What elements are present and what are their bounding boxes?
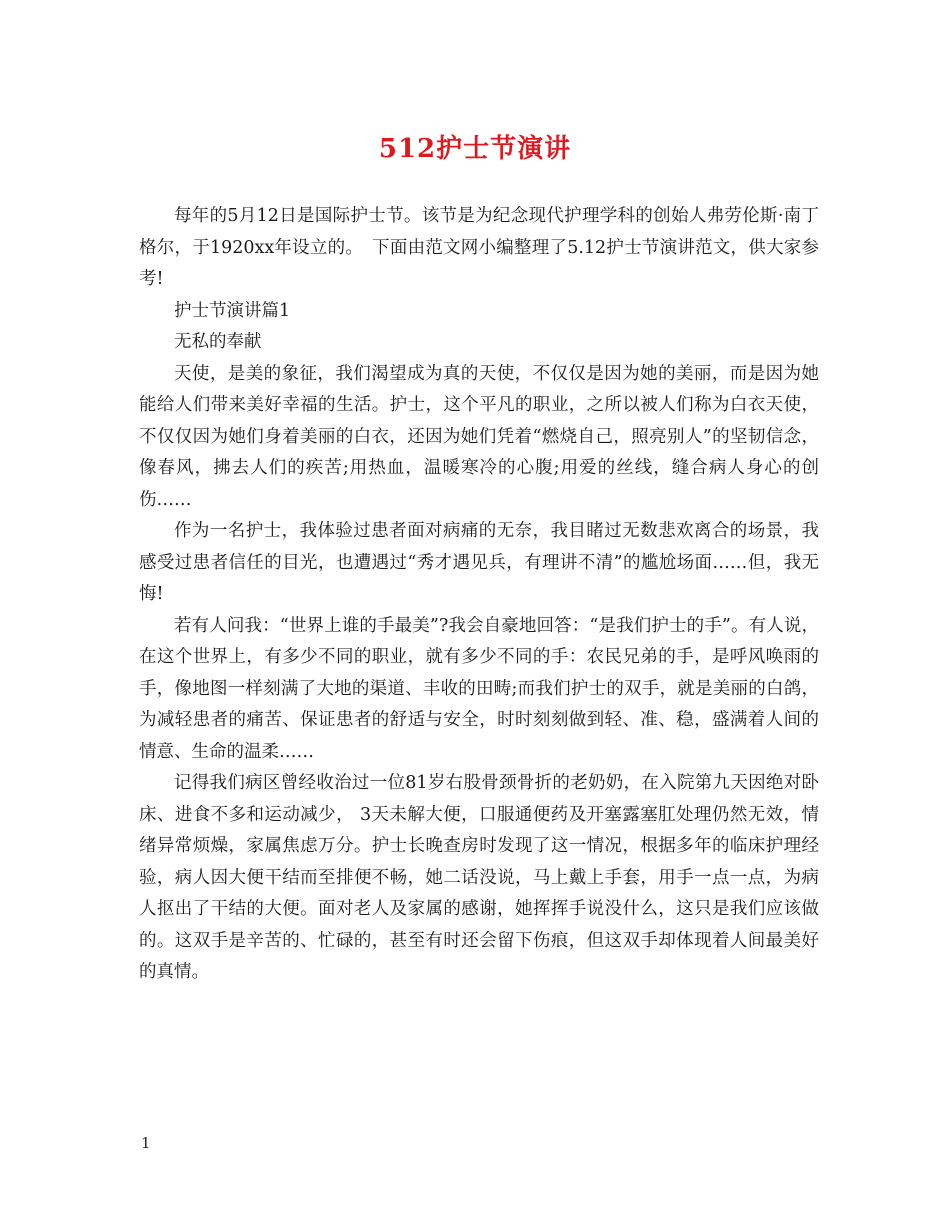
paragraph-intro: 每年的5月12日是国际护士节。该节是为纪念现代护理学科的创始人弗劳伦斯·南丁格尔，于1920xx年设立的。 下面由范文网小编整理了5.12护士节演讲范文，供大家参考! xyxy=(139,206,819,289)
paragraph-angel: 天使，是美的象征，我们渴望成为真的天使，不仅仅是因为她的美丽，而是因为她能给人们带来美好幸福的生活。护士，这个平凡的职业，之所以被人们称为白衣天使，不仅仅因为她们身着美丽的白衣，还因为她们凭着“燃烧自己，照亮别人”的坚韧信念，像春风，拂去人们的疾苦;用热血，温暖寒冷的心腹;用爱的丝线，缝合病人身心的创伤…… xyxy=(139,363,819,510)
section-heading: 护士节演讲篇1 xyxy=(174,300,291,321)
paragraph-experience: 作为一名护士，我体验过患者面对病痛的无奈，我目睹过无数悲欢离合的场景，我感受过患者信任的目光，也遭遇过“秀才遇见兵，有理讲不清”的尴尬场面……但，我无悔! xyxy=(139,521,819,604)
paragraph-story: 记得我们病区曾经收治过一位81岁右股骨颈骨折的老奶奶，在入院第九天因绝对卧床、进食不多和运动减少， 3天未解大便，口服通便药及开塞露塞肛处理仍然无效，情绪异常烦燥，家属焦虑万分。护士长晚查房时发现了这一情况，根据多年的临床护理经验，病人因大便干结而至排便不畅，她二话没说，马上戴上手套，用手一点一点，为病人抠出了干结的大便。面对老人及家属的感谢，她挥挥手说没什么，这只是我们应该做的。这双手是辛苦的、忙碌的，甚至有时还会留下伤痕，但这双手却体现着人间最美好的真情。 xyxy=(139,773,819,982)
speech-subtitle: 无私的奉献 xyxy=(174,332,262,352)
document-body xyxy=(139,201,819,989)
page-number: 1 xyxy=(141,1134,151,1152)
document-title: 512护士节演讲 xyxy=(378,134,572,164)
paragraph-hands: 若有人问我：“世界上谁的手最美”?我会自豪地回答：“是我们护士的手”。有人说，在这个世界上，有多少不同的职业，就有多少不同的手：农民兄弟的手，是呼风唤雨的手，像地图一样刻满了大地的渠道、丰收的田畴;而我们护士的双手，就是美丽的白鸽，为减轻患者的痛苦、保证患者的舒适与安全，时时刻刻做到轻、准、稳，盛满着人间的情意、生命的温柔…… xyxy=(139,615,819,762)
